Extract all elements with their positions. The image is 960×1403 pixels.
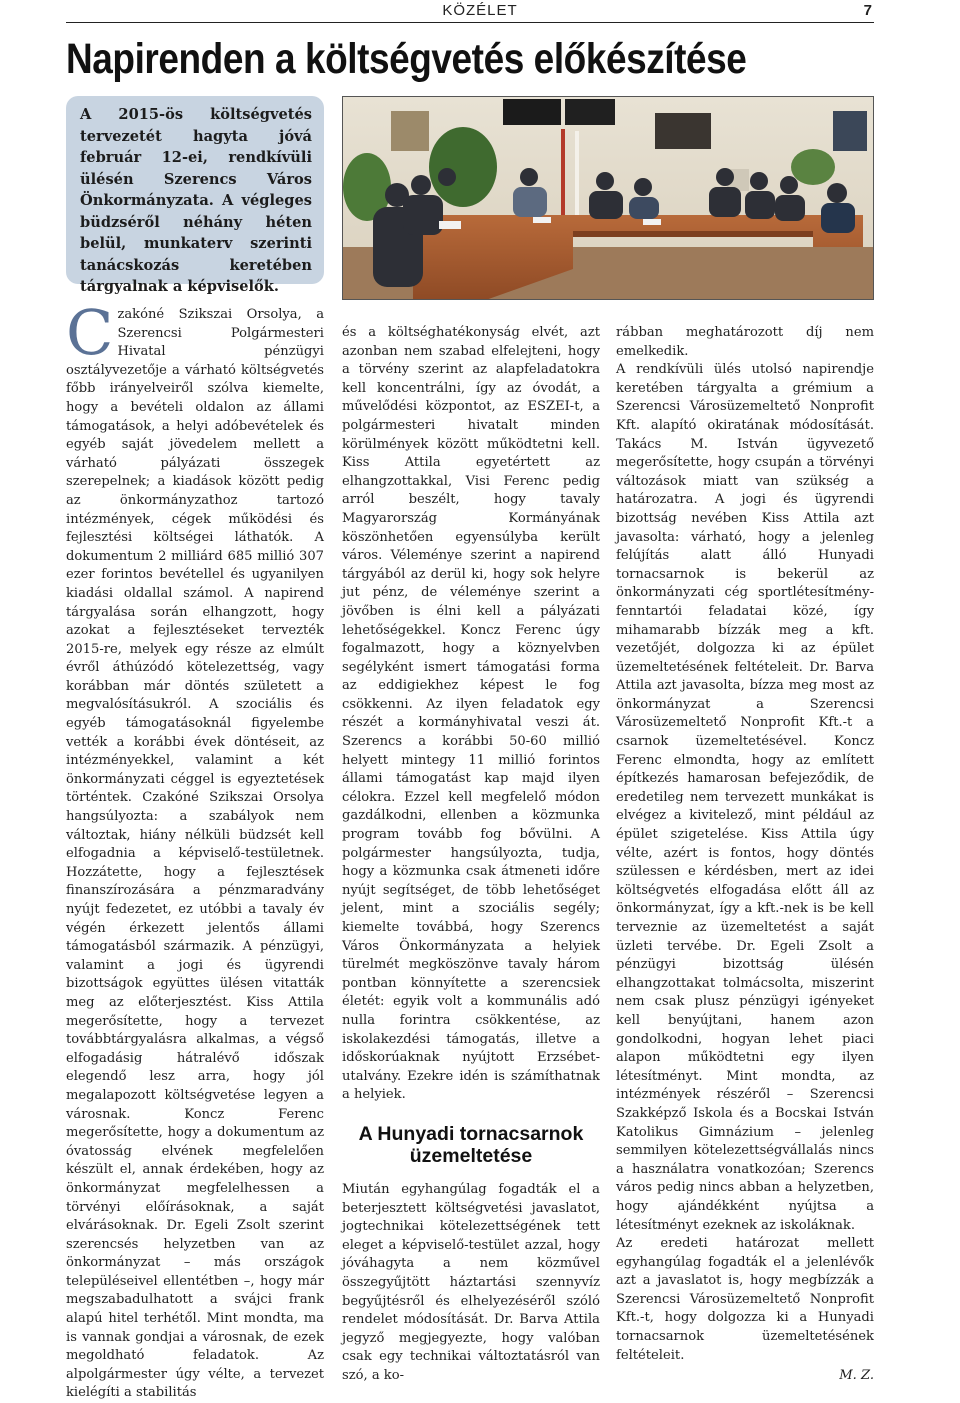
lead-box: A 2015-ös költségvetés tervezetét hagyta jóvá február 12-ei, rendkívüli ülésén Szerencs Város Önkormányzata. A végleges büdzséről néhány héten belül, munkaterv szerinti tanácskozás keretében tárgyalnak a képviselők.	[66, 96, 324, 284]
column-3-paragraph-2: A rendkívüli ülés utolsó napirendje keretében tárgyalta a grémium a Szerencsi Városüzemeltető Nonprofit Kft. alapító okiratának módosítását. Takács M. István ügyvezető megerősítette, hogy csupán a törvényi változások miatt van szükség a határozatra. A jogi és ügyrendi bizottság nevében Kiss Attila azt javasolta: várható, hogy a jelenleg felújítás alatt álló Hunyadi tornacsarnok is bekerül az önkormányzati cég sportlétesítmény-fenntartói feladatai közé, így mihamarabb bízzák meg a kft. vezetőjét, dolgozza ki az épület üzemeltetésének feltételeit. Dr. Barva Attila azt javasolta, bízza meg most az önkormányzat a Szerencsi Városüzemeltető Nonprofit Kft.-t a csarnok üzemeltetésével. Koncz Ferenc elmondta, hogy az említett építkezés hamarosan befejeződik, de eredetileg nem tervezett munkákat is elvégez a kivitelező, mint például az épület szigetelése. Kiss Attila úgy vélte, azért is fontos, hogy döntés szülessen e kérdésben, mert az idei költségvetés elfogadása előtt áll az önkormányzat, így a kft.-nek is be kell terveznie az üzemeltetést a saját üzleti tervébe. Dr. Egeli Zsolt a pénzügyi bizottság ülésén elhangzottakat tolmácsolta, miszerint nem csak plusz pénzügyi igényeket kell benyújtani, hanem azon gondolkodni, hogyan lehet piaci alapon működtetni egy ilyen létesítményt. Mint mondta, az intézmények részéről – Szerencsi Szakképző Iskola és a Bocskai István Katolikus Gimnázium – jelenleg semmilyen kötelezettségvállalás nincs a használatra vonatkozóan; Szerencs város pedig nincs abban a helyzetben, hogy ajándékként nyújtsa a létesítményt ezeknek az iskoláknak.	[616, 362, 874, 1233]
article-column-1	[66, 296, 324, 1403]
drop-cap: C	[66, 296, 114, 369]
column-1-text: zakóné Szikszai Orsolya, a Szerencsi Polgármesteri Hivatal pénzügyi osztályvezetője a várható költségvetés főbb irányelveiről szólva kiemelte, hogy a bevételi oldalon az állami támogatások, a helyi adóbevételek és egyéb saját jövedelem mellett a várható pályázati összegek szerepelnek; a kiadások között pedig az önkormányzathoz tartozó intézmények, cégek működési és fejlesztési költségei láthatók. A dokumentum 2 milliárd 685 millió 307 ezer forintos bevétellel és ugyanilyen kiadási oldallal számol. A napirend tárgyalása során elhangzott, hogy azokat a fejlesztéseket tervezték 2015-re, melyek egy része az elmúlt évről áthúzódó kötelezettség, vagy korábban már döntés született a megvalósításukról. A szociális és egyéb támogatásoknál figyelembe vették a korábbi évek döntéseit, az intézményekkel, valamint a két önkormányzati céggel is egyeztetések történtek. Czakóné Szikszai Orsolya hangsúlyozta: a szabályok nem változtak, hiány nélküli büdzsét kell elfogadnia a képviselő-testületnek. Hozzátette, hogy a fejlesztések finanszírozására a pénzmaradvány nyújt fedezetet, ez utóbbi a tavaly év végén érkezett jelentős állami támogatásból származik. A pénzügyi, valamint a jogi és ügyrendi bizottságok együttes ülésen vitatták meg az előterjesztést. Kiss Attila megerősítette, hogy a tervezet továbbtárgyalásra alkalmas, a végső elfogadásig hátralévő időszak elegendő lesz arra, hogy jól megalapozott költségvetése legyen a városnak. Koncz Ferenc megerősítette, hogy a dokumentum az óvatosság elvének megfelelően készült el, annak érdekében, hogy az önkormányzat megfelelhessen a törvényi előírásoknak, a saját elvárásoknak. Dr. Egeli Zsolt szerint szerencsés helyzetben van az önkormányzat – más országok településeivel ellentétben –, hogy már megszabadulhatott a svájci frank alapú hitel terhétől. Mint mondta, ma is vannak gondjai a városnak, de ezek megoldható feladatok. Az alpolgármester úgy vélte, a tervezet kielégíti a stabilitás	[66, 307, 324, 1401]
article-column-3	[616, 324, 874, 1386]
article-opening-paragraph	[66, 296, 324, 1403]
article-column-2	[342, 324, 600, 1385]
page-number: 7	[863, 2, 872, 19]
header-rule	[66, 22, 874, 23]
column-3-paragraph-3: Az eredeti határozat mellett egyhangúlag fogadták el a jelenlévők azt a javaslatot is, hogy megbízzák a Szerencsi Városüzemeltető Nonprofit Kft.-t, hogy dolgozza ki a Hunyadi tornacsarnok üzemeltetésének feltételeit.	[616, 1236, 874, 1363]
column-2-paragraph-1: és a költséghatékonyság elvét, azt azonban nem szabad elfelejteni, hogy a törvény szerint az alapfeladatokra kell koncentrálni, így az óvodát, a művelődési központot, az ESZEI-t, a polgármesteri hivatalt minden körülmények között működtetni kell. Kiss Attila egyetértett az elhangzottakkal, Visi Ferenc pedig arról beszélt, hogy tavaly Magyarország Kormányának köszönhetően egyensúlyba került város. Véleménye szerint a napirend tárgyából az derül ki, hogy sok helyre jut pénz, de véleménye szerint a jövőben is élni kell a pályázati lehetőségekkel. Koncz Ferenc úgy fogalmazott, hogy a köznyelvben segélyként ismert támogatási forma az eddigiekhez képest le fog csökkenni. Az ilyen feladatok egy részét a kormányhivatal veszi át. Szerencs a korábbi 50-60 millió helyett mintegy 11 millió forintos állami támogatást kap majd ilyen célokra. Ezzel kell megfelelő módon gazdálkodni, ellenben a közmunka program tovább fog bővülni. A polgármester hangsúlyozta, tudja, hogy a közmunka csak átmeneti időre nyújt segítséget, de több lehetőséget jelent, mint a szociális segély; kiemelte továbbá, hogy Szerencs Város Önkormányzata a helyiek türelmét megköszönve tavaly három pontban könnyítette a szerencsiek életét: egyik volt a kommunális adó nulla forintra csökkentése, az iskolakezdési támogatás, illetve a időskorúaknak nyújtott Erzsébet-utalvány. Ezekre idén is számíthatnak a helyiek.	[342, 325, 600, 1103]
author-signature: M. Z.	[839, 1368, 874, 1384]
section-label: KÖZÉLET	[442, 2, 518, 19]
meeting-photo	[342, 96, 874, 300]
article-subheading: A Hunyadi tornacsarnok üzemeltetése	[358, 1122, 584, 1167]
column-2-paragraph-2: Miután egyhangúlag fogadták el a beterjesztett költségvetési javaslatot, jogtechnikai kötelezettségének tett eleget a képviselő-testület azzal, hogy jóváhagyta a nem közművel összegyűjtött háztartási szennyvíz begyűjtésről és elhelyezéséről szóló rendelet módosítását. Dr. Barva Attila jegyző megjegyezte, hogy valóban csak egy technikai változtatásról van szó, a ko-	[342, 1181, 600, 1383]
article-headline: Napirenden a költségvetés előkészítése	[66, 35, 747, 83]
column-3-paragraph-1: rábban meghatározott díj nem emelkedik.	[616, 325, 874, 359]
